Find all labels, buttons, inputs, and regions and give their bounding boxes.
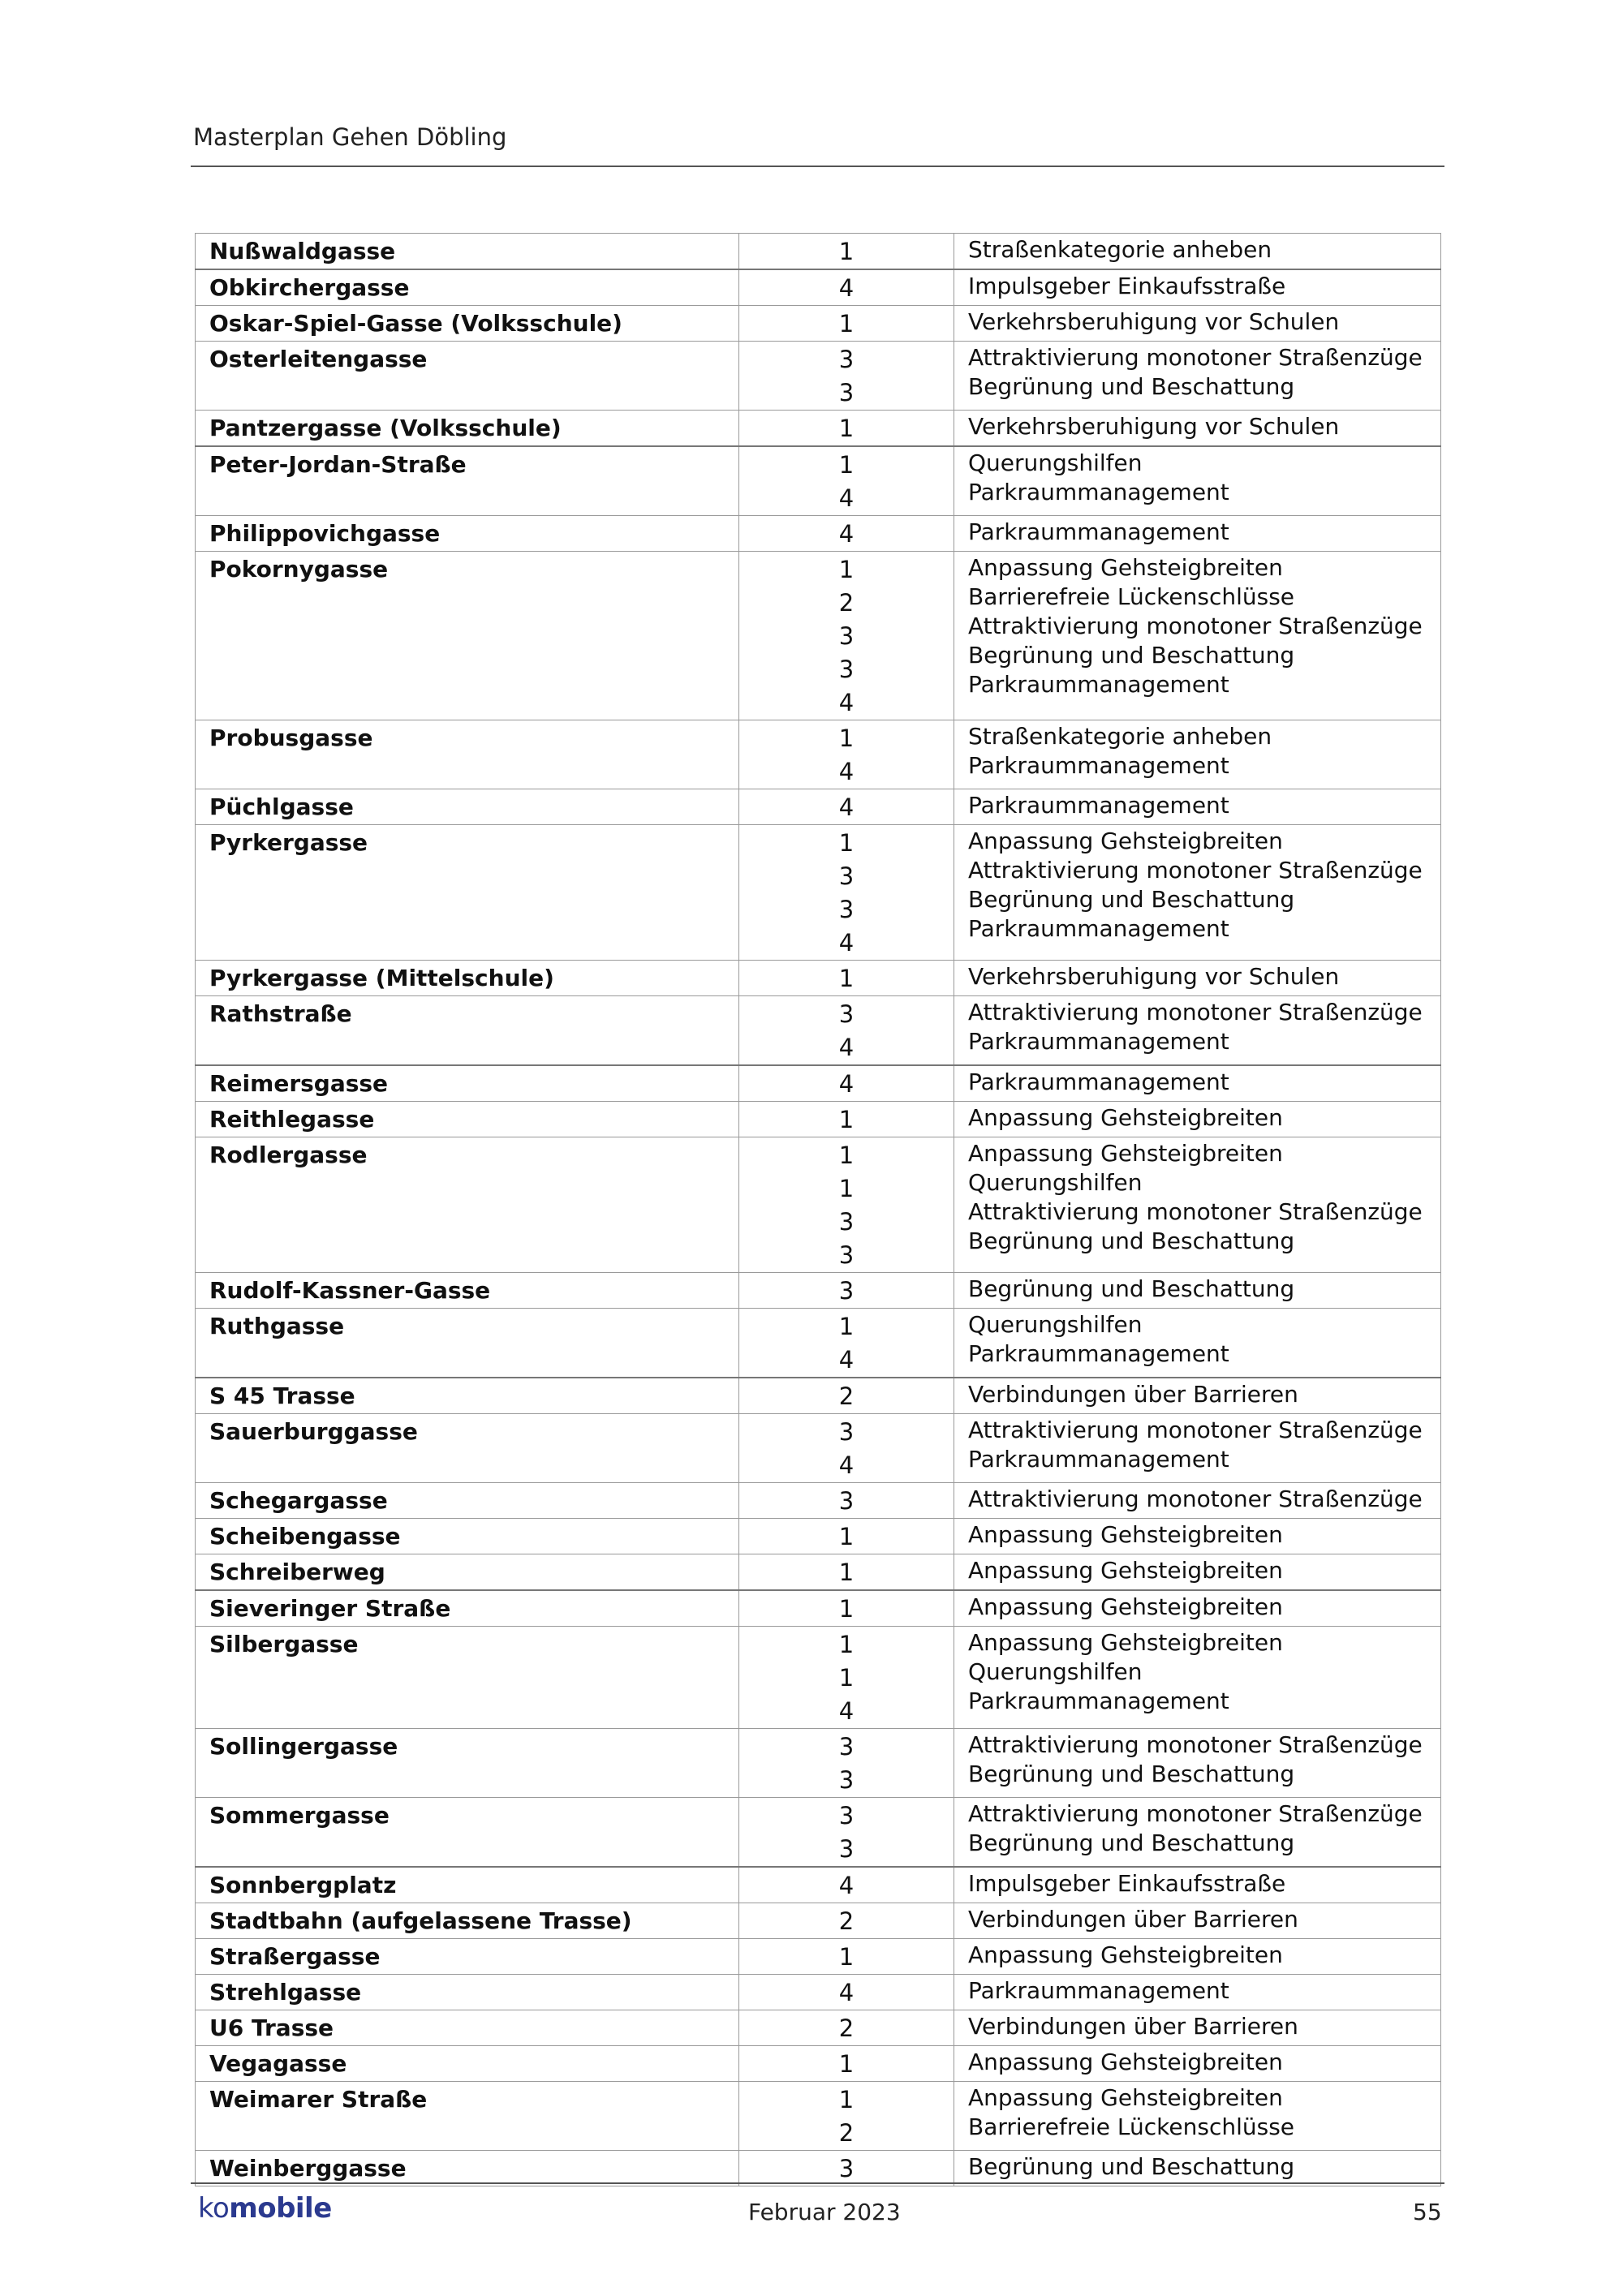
category-number: 1: [838, 1664, 855, 1692]
measure-cell: [954, 1137, 1441, 1273]
measure-text: Impulsgeber Einkaufsstraße: [968, 1870, 1286, 1897]
street-name-cell: Stadtbahn (aufgelassene Trasse): [196, 1903, 739, 1939]
measure-text: Parkraummanagement: [968, 1446, 1229, 1473]
measure-text: Parkraummanagement: [968, 1688, 1229, 1714]
category-number: 1: [838, 451, 855, 479]
category-number: 1: [838, 1943, 855, 1971]
measure-text: Begrünung und Beschattung: [968, 1275, 1295, 1302]
street-name-cell: Pyrkergasse (Mittelschule): [196, 961, 739, 996]
table-row: [196, 1273, 1441, 1309]
measure-text: Anpassung Gehsteigbreiten: [968, 2084, 1283, 2111]
category-number: 1: [838, 1631, 855, 1658]
measure-cell: [954, 269, 1441, 306]
table-row: [196, 789, 1441, 825]
category-number: 1: [838, 1523, 855, 1550]
footer-divider: [191, 2182, 1444, 2184]
measure-text: Begrünung und Beschattung: [968, 886, 1295, 913]
category-number: 3: [838, 1277, 855, 1305]
category-number-cell: [739, 1939, 954, 1975]
category-number: 1: [838, 1559, 855, 1586]
table-row: [196, 1627, 1441, 1729]
measure-cell: [954, 1729, 1441, 1798]
logo-text-ko: ko: [198, 2192, 230, 2225]
measure-cell: [954, 342, 1441, 411]
table-row: [196, 1554, 1441, 1591]
measure-text: Attraktivierung monotoner Straßenzüge: [968, 999, 1423, 1025]
street-name-cell: Sollingergasse: [196, 1729, 739, 1798]
measure-text: Anpassung Gehsteigbreiten: [968, 554, 1283, 581]
category-number: 4: [838, 1034, 855, 1061]
category-number: 3: [838, 896, 855, 923]
measure-cell: [954, 1273, 1441, 1309]
category-number-cell: [739, 1903, 954, 1939]
measure-text: Querungshilfen: [968, 449, 1143, 476]
category-number: 2: [838, 1907, 855, 1935]
measure-cell: [954, 1414, 1441, 1483]
measure-text: Begrünung und Beschattung: [968, 642, 1295, 669]
measure-cell: [954, 996, 1441, 1066]
measure-text: Querungshilfen: [968, 1169, 1143, 1196]
street-name-cell: Reithlegasse: [196, 1102, 739, 1137]
table-row: [196, 1729, 1441, 1798]
measure-cell: [954, 825, 1441, 961]
category-number-cell: [739, 1627, 954, 1729]
measure-text: Verbindungen über Barrieren: [968, 1381, 1298, 1408]
measure-cell: [954, 1627, 1441, 1729]
measure-text: Querungshilfen: [968, 1311, 1143, 1338]
measure-cell: [954, 1309, 1441, 1378]
measure-cell: [954, 1483, 1441, 1519]
category-number: 3: [838, 1766, 855, 1794]
category-number-cell: [739, 516, 954, 552]
category-number: 3: [838, 379, 855, 406]
table-row: [196, 234, 1441, 270]
street-name-cell: Pantzergasse (Volksschule): [196, 411, 739, 447]
street-name-cell: Probusgasse: [196, 720, 739, 789]
table-row: [196, 342, 1441, 411]
category-number-cell: [739, 269, 954, 306]
category-number: 3: [838, 656, 855, 683]
measures-table-body: [196, 234, 1441, 2186]
page-header-title: Masterplan Gehen Döbling: [193, 123, 507, 151]
table-row: [196, 825, 1441, 961]
street-name-cell: Pyrkergasse: [196, 825, 739, 961]
measure-text: Attraktivierung monotoner Straßenzüge: [968, 1417, 1423, 1443]
table-row: [196, 1483, 1441, 1519]
measure-text: Verbindungen über Barrieren: [968, 2013, 1298, 2040]
measure-cell: [954, 2046, 1441, 2082]
measure-text: Anpassung Gehsteigbreiten: [968, 1593, 1283, 1620]
measure-cell: [954, 1867, 1441, 1903]
table-row: [196, 411, 1441, 447]
measure-cell: [954, 1065, 1441, 1102]
category-number-cell: [739, 825, 954, 961]
measure-cell: [954, 552, 1441, 720]
category-number: 3: [838, 1487, 855, 1515]
measure-cell: [954, 2010, 1441, 2046]
measure-text: Barrierefreie Lückenschlüsse: [968, 583, 1295, 610]
measure-text: Impulsgeber Einkaufsstraße: [968, 273, 1286, 299]
measure-cell: [954, 1378, 1441, 1414]
category-number-cell: [739, 1483, 954, 1519]
category-number: 3: [838, 1835, 855, 1863]
table-row: [196, 2151, 1441, 2186]
measure-text: Begrünung und Beschattung: [968, 1228, 1295, 1254]
measure-cell: [954, 1903, 1441, 1939]
table-row: [196, 2010, 1441, 2046]
category-number-cell: [739, 234, 954, 270]
measure-text: Attraktivierung monotoner Straßenzüge: [968, 613, 1423, 639]
category-number-cell: [739, 1975, 954, 2010]
table-row: [196, 961, 1441, 996]
category-number: 1: [838, 556, 855, 583]
category-number: 4: [838, 689, 855, 716]
measure-text: Anpassung Gehsteigbreiten: [968, 1629, 1283, 1656]
measure-text: Parkraummanagement: [968, 792, 1229, 819]
table-row: [196, 1065, 1441, 1102]
category-number: 3: [838, 1802, 855, 1829]
measure-text: Anpassung Gehsteigbreiten: [968, 1104, 1283, 1131]
category-number: 1: [838, 2050, 855, 2078]
category-number: 3: [838, 1000, 855, 1028]
table-row: [196, 446, 1441, 516]
measure-cell: [954, 234, 1441, 270]
measure-cell: [954, 2151, 1441, 2186]
table-row: [196, 552, 1441, 720]
category-number: 1: [838, 310, 855, 338]
measure-text: Barrierefreie Lückenschlüsse: [968, 2113, 1295, 2140]
category-number: 1: [838, 1595, 855, 1623]
category-number: 4: [838, 1697, 855, 1725]
street-name-cell: S 45 Trasse: [196, 1378, 739, 1414]
street-name-cell: Püchlgasse: [196, 789, 739, 825]
table-row: [196, 2046, 1441, 2082]
category-number: 1: [838, 1313, 855, 1340]
measure-cell: [954, 1590, 1441, 1627]
measure-text: Attraktivierung monotoner Straßenzüge: [968, 344, 1423, 371]
measure-text: Attraktivierung monotoner Straßenzüge: [968, 1486, 1423, 1512]
category-number: 4: [838, 520, 855, 548]
category-number: 1: [838, 965, 855, 992]
table-row: [196, 306, 1441, 342]
table-row: [196, 1309, 1441, 1378]
street-name-cell: Obkirchergasse: [196, 269, 739, 306]
category-number: 3: [838, 1418, 855, 1446]
street-name-cell: Schreiberweg: [196, 1554, 739, 1591]
category-number: 1: [838, 238, 855, 265]
category-number-cell: [739, 1378, 954, 1414]
category-number-cell: [739, 1590, 954, 1627]
category-number: 4: [838, 484, 855, 512]
measure-text: Parkraummanagement: [968, 671, 1229, 698]
category-number: 3: [838, 622, 855, 650]
street-name-cell: Rudolf-Kassner-Gasse: [196, 1273, 739, 1309]
table-row: [196, 1102, 1441, 1137]
category-number-cell: [739, 961, 954, 996]
measure-text: Querungshilfen: [968, 1658, 1143, 1685]
street-name-cell: Reimersgasse: [196, 1065, 739, 1102]
category-number: 3: [838, 1208, 855, 1236]
measure-text: Parkraummanagement: [968, 1977, 1229, 2004]
street-name-cell: Rathstraße: [196, 996, 739, 1066]
category-number-cell: [739, 789, 954, 825]
category-number: 3: [838, 1241, 855, 1269]
street-name-cell: Weimarer Straße: [196, 2082, 739, 2151]
category-number: 2: [838, 2119, 855, 2147]
measure-cell: [954, 1939, 1441, 1975]
measure-text: Anpassung Gehsteigbreiten: [968, 2049, 1283, 2075]
street-name-cell: Peter-Jordan-Straße: [196, 446, 739, 516]
measures-table: [195, 233, 1441, 2186]
street-name-cell: Silbergasse: [196, 1627, 739, 1729]
category-number-cell: [739, 2046, 954, 2082]
footer-date: Februar 2023: [748, 2199, 901, 2225]
measure-text: Parkraummanagement: [968, 518, 1229, 545]
category-number: 4: [838, 1346, 855, 1374]
page-number: 55: [1413, 2199, 1442, 2225]
category-number-cell: [739, 1137, 954, 1273]
measure-text: Straßenkategorie anheben: [968, 236, 1272, 263]
street-name-cell: Pokornygasse: [196, 552, 739, 720]
street-name-cell: Oskar-Spiel-Gasse (Volksschule): [196, 306, 739, 342]
category-number: 4: [838, 1451, 855, 1479]
street-name-cell: Straßergasse: [196, 1939, 739, 1975]
street-name-cell: U6 Trasse: [196, 2010, 739, 2046]
measure-cell: [954, 306, 1441, 342]
table-row: [196, 516, 1441, 552]
measure-cell: [954, 1554, 1441, 1591]
measure-text: Anpassung Gehsteigbreiten: [968, 1521, 1283, 1548]
measure-text: Parkraummanagement: [968, 1340, 1229, 1367]
category-number: 1: [838, 829, 855, 857]
category-number: 1: [838, 724, 855, 752]
measure-cell: [954, 1519, 1441, 1554]
table-row: [196, 1378, 1441, 1414]
category-number-cell: [739, 996, 954, 1066]
measure-cell: [954, 720, 1441, 789]
category-number-cell: [739, 1519, 954, 1554]
category-number-cell: [739, 1065, 954, 1102]
street-name-cell: Rodlergasse: [196, 1137, 739, 1273]
category-number: 4: [838, 274, 855, 302]
category-number: 3: [838, 862, 855, 890]
category-number: 3: [838, 346, 855, 373]
measure-cell: [954, 789, 1441, 825]
measure-text: Anpassung Gehsteigbreiten: [968, 1557, 1283, 1584]
category-number-cell: [739, 1309, 954, 1378]
measure-text: Parkraummanagement: [968, 479, 1229, 505]
category-number: 1: [838, 1175, 855, 1202]
measure-text: Parkraummanagement: [968, 1068, 1229, 1095]
measure-text: Begrünung und Beschattung: [968, 1829, 1295, 1856]
table-row: [196, 1939, 1441, 1975]
category-number-cell: [739, 2151, 954, 2186]
measure-text: Verkehrsberuhigung vor Schulen: [968, 413, 1340, 440]
category-number: 4: [838, 758, 855, 785]
measure-cell: [954, 411, 1441, 447]
measure-cell: [954, 1102, 1441, 1137]
measure-text: Attraktivierung monotoner Straßenzüge: [968, 857, 1423, 884]
street-name-cell: Schegargasse: [196, 1483, 739, 1519]
category-number: 4: [838, 1872, 855, 1899]
category-number: 1: [838, 415, 855, 442]
table-row: [196, 1519, 1441, 1554]
street-name-cell: Philippovichgasse: [196, 516, 739, 552]
komobile-logo: [198, 2192, 332, 2225]
table-row: [196, 996, 1441, 1066]
measure-text: Attraktivierung monotoner Straßenzüge: [968, 1198, 1423, 1225]
category-number-cell: [739, 2010, 954, 2046]
measure-text: Straßenkategorie anheben: [968, 723, 1272, 750]
category-number: 2: [838, 1382, 855, 1410]
measure-text: Verkehrsberuhigung vor Schulen: [968, 963, 1340, 990]
measure-cell: [954, 446, 1441, 516]
measures-table-container: [195, 233, 1440, 2186]
measure-text: Attraktivierung monotoner Straßenzüge: [968, 1800, 1423, 1827]
category-number: 3: [838, 2155, 855, 2182]
category-number: 1: [838, 1142, 855, 1169]
measure-cell: [954, 2082, 1441, 2151]
category-number: 1: [838, 2086, 855, 2113]
measure-text: Begrünung und Beschattung: [968, 373, 1295, 400]
street-name-cell: Sonnbergplatz: [196, 1867, 739, 1903]
category-number-cell: [739, 306, 954, 342]
category-number: 2: [838, 589, 855, 617]
category-number: 3: [838, 1733, 855, 1761]
measure-text: Parkraummanagement: [968, 752, 1229, 779]
table-row: [196, 1903, 1441, 1939]
category-number-cell: [739, 1729, 954, 1798]
measure-cell: [954, 961, 1441, 996]
table-row: [196, 1975, 1441, 2010]
category-number: 1: [838, 1106, 855, 1133]
measure-text: Parkraummanagement: [968, 915, 1229, 942]
category-number: 4: [838, 929, 855, 957]
table-row: [196, 1590, 1441, 1627]
street-name-cell: Sauerburggasse: [196, 1414, 739, 1483]
category-number: 2: [838, 2014, 855, 2042]
header-divider: [191, 166, 1444, 167]
street-name-cell: Scheibengasse: [196, 1519, 739, 1554]
table-row: [196, 2082, 1441, 2151]
category-number-cell: [739, 2082, 954, 2151]
measure-text: Parkraummanagement: [968, 1028, 1229, 1055]
category-number: 4: [838, 1070, 855, 1098]
category-number-cell: [739, 1273, 954, 1309]
category-number: 4: [838, 1979, 855, 2006]
measure-cell: [954, 1798, 1441, 1868]
category-number-cell: [739, 1414, 954, 1483]
table-row: [196, 720, 1441, 789]
measure-text: Anpassung Gehsteigbreiten: [968, 828, 1283, 854]
category-number: 4: [838, 793, 855, 821]
measure-text: Verbindungen über Barrieren: [968, 1906, 1298, 1933]
category-number-cell: [739, 720, 954, 789]
table-row: [196, 1867, 1441, 1903]
measure-cell: [954, 516, 1441, 552]
measure-cell: [954, 1975, 1441, 2010]
street-name-cell: Strehlgasse: [196, 1975, 739, 2010]
street-name-cell: Weinberggasse: [196, 2151, 739, 2186]
category-number-cell: [739, 1554, 954, 1591]
table-row: [196, 269, 1441, 306]
street-name-cell: Osterleitengasse: [196, 342, 739, 411]
category-number-cell: [739, 446, 954, 516]
street-name-cell: Sieveringer Straße: [196, 1590, 739, 1627]
street-name-cell: Nußwaldgasse: [196, 234, 739, 270]
category-number-cell: [739, 342, 954, 411]
table-row: [196, 1798, 1441, 1868]
street-name-cell: Vegagasse: [196, 2046, 739, 2082]
measure-text: Attraktivierung monotoner Straßenzüge: [968, 1731, 1423, 1758]
category-number-cell: [739, 552, 954, 720]
category-number-cell: [739, 411, 954, 447]
street-name-cell: Ruthgasse: [196, 1309, 739, 1378]
table-row: [196, 1137, 1441, 1273]
street-name-cell: Sommergasse: [196, 1798, 739, 1868]
measure-text: Anpassung Gehsteigbreiten: [968, 1140, 1283, 1167]
measure-text: Begrünung und Beschattung: [968, 2153, 1295, 2180]
table-row: [196, 1414, 1441, 1483]
measure-text: Begrünung und Beschattung: [968, 1761, 1295, 1787]
category-number-cell: [739, 1867, 954, 1903]
category-number-cell: [739, 1798, 954, 1868]
category-number-cell: [739, 1102, 954, 1137]
measure-text: Anpassung Gehsteigbreiten: [968, 1941, 1283, 1968]
measure-text: Verkehrsberuhigung vor Schulen: [968, 308, 1340, 335]
logo-text-mobile: mobile: [229, 2192, 332, 2225]
